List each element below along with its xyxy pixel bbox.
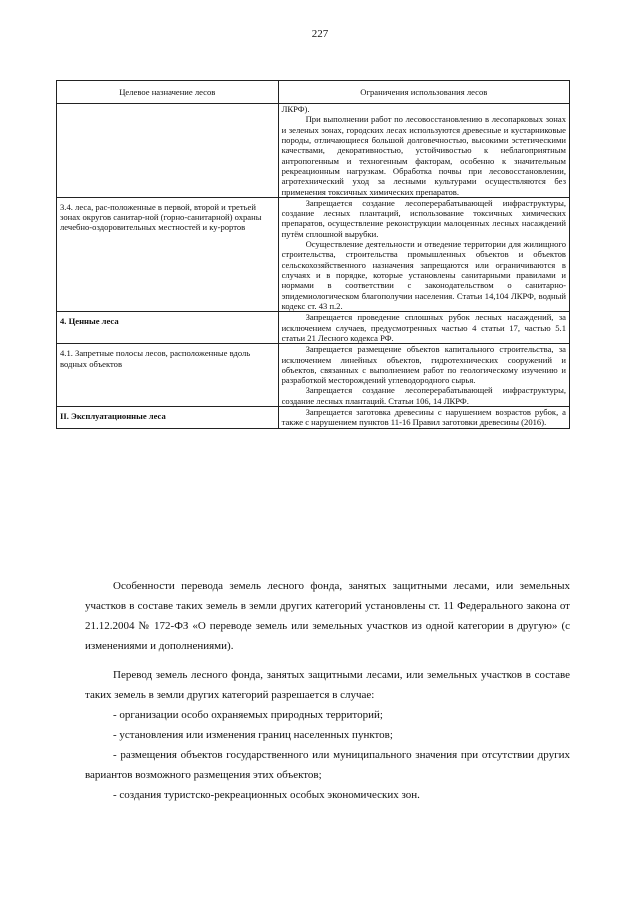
header-purpose: Целевое назначение лесов [57, 81, 279, 104]
restriction-paragraph: Осуществление деятельности и отведение территории для жилищного строительства, строительства промышленных объектов и объектов сельскохозяйственного назначения запрещаются или ограничиваются в случаях и в порядке, которые установлены санитарными правилами и нормами в соответствии с законодательством о санитарно-эпидемиологическом благополучии населения. Статьи 14,104 ЛКРФ, водный кодекс ст. 43 п.2. [281, 239, 566, 311]
table-row [57, 312, 570, 344]
restrictions-cell [278, 197, 569, 311]
restriction-paragraph: Запрещается проведение сплошных рубок лесных насаждений, за исключением случаев, предусмотренных частью 4 статьи 17, частью 5.1 статьи 21 Лесного кодекса РФ. [281, 312, 566, 343]
table-row [57, 104, 570, 198]
restriction-paragraph: Запрещается создание лесоперерабатывающей инфраструктуры, создание лесных плантаций, использование токсичных химических препаратов, осуществление реконструкции малоценных лесных насаждений путём сплошной вырубки. [281, 197, 566, 239]
table-header-row [57, 81, 570, 104]
purpose-cell: 4.1. Запретные полосы лесов, расположенные вдоль водных объектов [57, 344, 279, 407]
restrictions-cell [278, 104, 569, 198]
purpose-cell: 4. Ценные леса [57, 312, 279, 344]
body-paragraph-2: Перевод земель лесного фонда, занятых защитными лесами, или земельных участков в составе таких земель в земли других категорий разрешается в случае: [85, 669, 570, 701]
restriction-paragraph: При выполнении работ по лесовосстановлению в лесопарковых зонах и зеленых зонах, городских лесах используются древесные и кустарниковые породы, отличающиеся большой долговечностью, высокими эстетическими качествами, декоративностью, устойчивостью к неблагоприятным антропогенным и техногенным факторам, особенно к значительным рекреационным нагрузкам. Обработка почвы при лесовосстановлении, агротехнический уход за лесными культурами осуществляются без применения токсичных химических препаратов. [281, 114, 566, 197]
restriction-paragraph: Запрещается размещение объектов капитального строительства, за исключением линейных объектов, гидротехнических сооружений и объектов, связанных с выполнением работ по геологическому изучению и разработкой месторождений углеводородного сырья. [281, 344, 566, 386]
restriction-paragraph: Запрещается создание лесоперерабатывающей инфраструктуры, создание лесных плантаций. Статьи 106, 14 ЛКРФ. [281, 385, 566, 406]
purpose-cell: II. Эксплуатационные леса [57, 407, 279, 429]
page-number: 227 [311, 28, 329, 40]
table-row [57, 197, 570, 311]
restrictions-cell [278, 407, 569, 429]
list-item-1: - организации особо охраняемых природных территорий; [113, 709, 383, 721]
list-item-3: - размещения объектов государственного или муниципального значения при отсутствии других вариантов возможного размещения этих объектов; [85, 749, 570, 781]
table-body [57, 104, 570, 429]
table-row [57, 344, 570, 407]
restrictions-cell [278, 312, 569, 344]
purpose-cell [57, 104, 279, 198]
body-text [85, 576, 570, 805]
purpose-cell: 3.4. леса, рас-положенные в первой, второй и третьей зонах округов санитар-ной (горно-санитарной) охраны лечебно-оздоровительных местностей и ку-рортов [57, 197, 279, 311]
list-item-4: - создания туристско-рекреационных особых экономических зон. [113, 789, 420, 801]
header-restrictions: Ограничения использования лесов [278, 81, 569, 104]
restriction-paragraph: ЛКРФ). [281, 104, 310, 114]
restrictions-cell [278, 344, 569, 407]
restriction-paragraph: Запрещается заготовка древесины с нарушением возрастов рубок, а также с нарушением пунктов 11-16 Правил заготовки древесины (2016). [281, 407, 566, 428]
table-row [57, 407, 570, 429]
body-paragraph-1: Особенности перевода земель лесного фонда, занятых защитными лесами, или земельных участков в составе таких земель в земли других категорий установлены ст. 11 Федерального закона от 21.12.2004 № 172-ФЗ «О переводе земель или земельных участков из одной категории в другую» (с изменениями и дополнениями). [85, 580, 570, 652]
forest-restrictions-table [56, 80, 570, 429]
list-item-2: - установления или изменения границ населенных пунктов; [113, 729, 393, 741]
